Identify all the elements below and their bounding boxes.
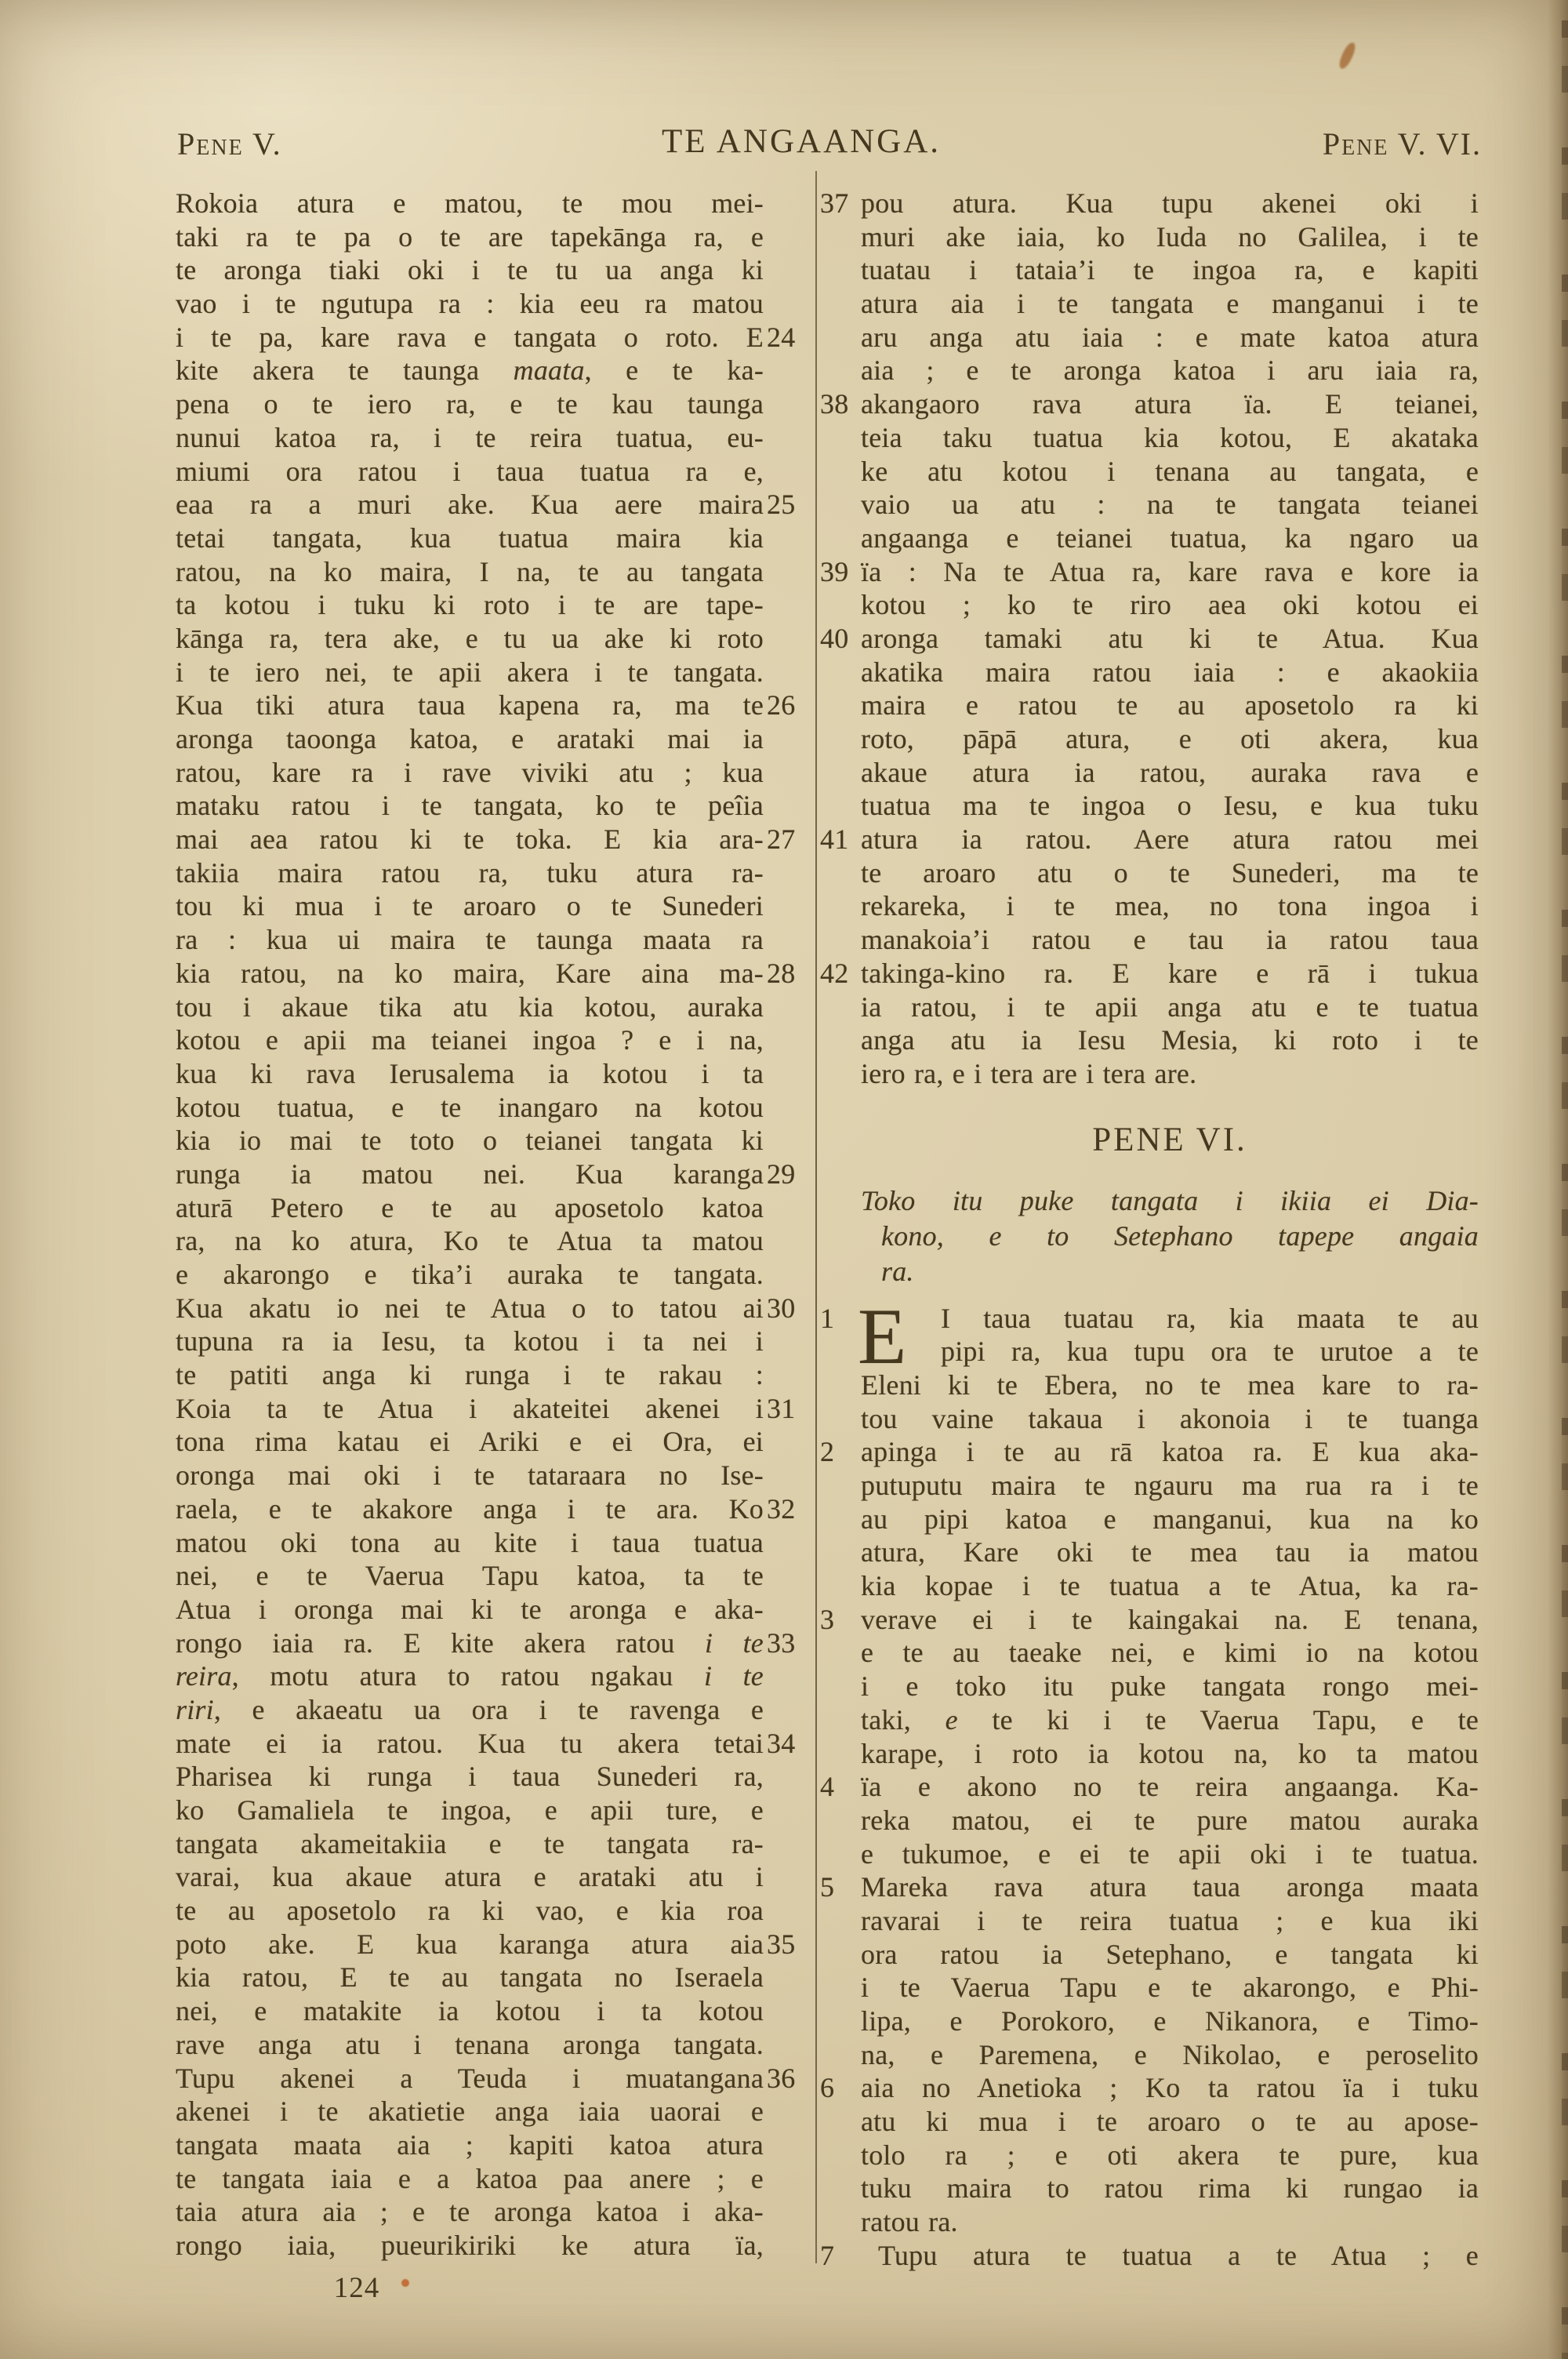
text-line: vao i te ngutupa ra : kia eeu ra matou (176, 288, 764, 320)
text-line: kite akera te taunga maata, e te ka- (176, 354, 764, 387)
text-line: matou oki tona au kite i taua tuatua (176, 1526, 764, 1558)
ink-dot-stain (401, 2279, 409, 2287)
running-head-right: Pene V. VI. (1322, 126, 1482, 162)
text-line: tou ki mua i te aroaro o te Sunederi (176, 890, 764, 922)
text-line: kānga ra, tera ake, e tu ua ake ki roto (176, 622, 764, 654)
verse-number: 36 (767, 2062, 796, 2094)
vertical-gap (861, 1289, 1479, 1302)
text-line: mate ei ia ratou. Kua tu akera tetai 34 (176, 1727, 764, 1761)
text-line: ra, na ko atura, Ko te Atua ta matou (176, 1225, 764, 1257)
text-line: te tangata iaia e a katoa paa anere ; e (176, 2162, 764, 2194)
text-line: e tukumoe, e ei te apii oki i te tuatua. (861, 1837, 1479, 1870)
text-line: maira e ratou te au aposetolo ra ki (861, 689, 1479, 722)
text-line: atu ki mua i te aroaro o te au apose- (861, 2106, 1479, 2138)
text-line: aronga taoonga katoa, e arataki mai ia (176, 723, 764, 754)
text-line: te aroaro atu o te Sunederi, ma te (861, 856, 1479, 889)
verse-number: 7 (820, 2239, 835, 2271)
text-line: pou atura. Kua tupu akenei oki i 37 (820, 187, 1479, 219)
text-line: ke atu kotou i tenana au tangata, e (861, 455, 1479, 487)
page-edge-marks (1562, 0, 1568, 2359)
verse-number: 4 (820, 1771, 835, 1803)
text-line: kono, e to Setephano tapepe angaia (881, 1219, 1479, 1252)
text-line: tangata maata aia ; kapiti katoa atura (176, 2128, 764, 2161)
text-line: ravarai i te reira tuatua ; e kua iki (861, 1904, 1479, 1936)
chapter-summary (861, 1183, 1479, 1289)
text-line: aturā Petero e te au aposetolo katoa (176, 1191, 764, 1223)
text-line: Kua akatu io nei te Atua o to tatou ai 30 (176, 1292, 764, 1325)
verse-number: 39 (820, 555, 849, 587)
text-line: miumi ora ratou i taua tuatua ra e, (176, 455, 764, 487)
verse-number: 5 (820, 1871, 835, 1903)
text-line: ta kotou i tuku ki roto i te are tape- (176, 589, 764, 621)
text-line: kia io mai te toto o teianei tangata ki (176, 1125, 764, 1157)
text-line: ra : kua ui maira te taunga maata ra (176, 924, 764, 956)
text-line: akenei i te akatietie anga iaia uaorai e (176, 2095, 764, 2128)
text-line: muri ake iaia, ko Iuda no Galilea, i te (861, 220, 1479, 253)
text-line: kia ratou, E te au tangata no Iseraela (176, 1961, 764, 1994)
text-line: mai aea ratou ki te toka. E kia ara- 27 (176, 823, 764, 856)
running-head-left: Pene V. (177, 126, 282, 162)
text-line: aronga tamaki atu ki te Atua. Kua 40 (820, 622, 1479, 654)
verse-number: 3 (820, 1603, 835, 1635)
text-line: pena o te iero ra, e te kau taunga (176, 388, 764, 420)
text-line: te aronga tiaki oki i te tu ua anga ki (176, 254, 764, 286)
text-line: akatika maira ratou iaia : e akaokiia (861, 656, 1479, 688)
text-line: ïa e akono no te reira angaanga. Ka- 4 (820, 1771, 1479, 1803)
text-line: ratou, kare ra i rave viviki atu ; kua (176, 756, 764, 788)
text-line: tuku maira to ratou rima ki rungao ia (861, 2172, 1479, 2205)
rust-stain (1337, 41, 1358, 71)
verse-number: 1 (820, 1302, 835, 1334)
text-line: rave anga atu i tenana aronga tangata. (176, 2028, 764, 2060)
text-line: verave ei i te kaingakai na. E tenana, 3 (820, 1603, 1479, 1635)
text-line: kotou ; ko te riro aea oki kotou ei (861, 589, 1479, 621)
text-line: atura aia i te tangata e manganui i te (861, 288, 1479, 320)
running-head (176, 125, 1482, 166)
text-line: angaanga e teianei tuatua, ka ngaro ua (861, 522, 1479, 554)
text-line: Tupu akenei a Teuda i muatangana 36 (176, 2062, 764, 2095)
verse-number: 41 (820, 823, 849, 856)
verse-number: 30 (767, 1292, 796, 1324)
text-line: tuatua ma te ingoa o Iesu, e kua tuku (861, 790, 1479, 822)
text-line: Toko itu puke tangata i ikiia ei Dia- (861, 1184, 1479, 1216)
text-line: anga atu ia Iesu Mesia, ki roto i te (861, 1024, 1479, 1056)
text-line: tetai tangata, kua tuatua maira kia (176, 522, 764, 554)
text-line: nei, e te Vaerua Tapu katoa, ta te (176, 1560, 764, 1592)
text-line: te au aposetolo ra ki vao, e kia roa (176, 1895, 764, 1927)
text-line: nei, e matakite ia kotou i ta kotou (176, 1995, 764, 2027)
text-line: Kua tiki atura taua kapena ra, ma te 26 (176, 689, 764, 722)
text-line: reira, motu atura to ratou ngakau i te (176, 1660, 764, 1692)
text-line: ratou ra. (861, 2206, 958, 2238)
column-divider-rule (815, 171, 817, 2263)
text-line: tupuna ra ia Iesu, ta kotou i ta nei i (176, 1325, 764, 1358)
text-line: taia atura aia ; e te aronga katoa i aka- (176, 2196, 764, 2228)
text-line: ia ratou, i te apii anga atu e te tuatua (861, 990, 1479, 1023)
verse-number: 28 (767, 957, 796, 989)
text-line: pipi ra, kua tupu ora te urutoe a te (941, 1336, 1479, 1368)
text-line: Rokoia atura e matou, te mou mei- (176, 187, 764, 219)
text-line: ora ratou ia Setephano, e tangata ki (861, 1938, 1479, 1970)
text-line: vaio ua atu : na te tangata teianei (861, 489, 1479, 521)
text-line: Tupu atura te tuatua a te Atua ; e 7 (820, 2239, 1479, 2271)
text-line: atura, Kare oki te mea tau ia matou (861, 1536, 1479, 1568)
text-line: E I taua tuatau ra, kia maata te au 1 (820, 1292, 1479, 1381)
verse-number: 6 (820, 2072, 835, 2104)
text-line: karape, i roto ia kotou na, ko ta matou (861, 1737, 1479, 1769)
text-line: ïa : Na te Atua ra, kare rava e kore ia 39 (820, 555, 1479, 587)
verse-number: 25 (767, 489, 796, 521)
text-line: Mareka rava atura taua aronga maata 5 (820, 1871, 1479, 1903)
text-line: taki ra te pa o te are tapekānga ra, e (176, 220, 764, 253)
text-line: nunui katoa ra, i te reira tuatua, eu- (176, 421, 764, 453)
text-line: aia no Anetioka ; Ko ta ratou ïa i tuku 6 (820, 2072, 1479, 2104)
text-line: poto ake. E kua karanga atura aia 35 (176, 1928, 764, 1961)
text-line: kotou e apii ma teianei ingoa ? e i na, (176, 1024, 764, 1056)
text-line: reka matou, ei te pure matou auraka (861, 1804, 1479, 1836)
verse-number: 29 (767, 1158, 796, 1190)
text-line: Eleni ki te Ebera, no te mea kare to ra- (861, 1369, 1479, 1401)
text-line: putuputu maira te ngauru ma rua ra i te (861, 1470, 1479, 1501)
text-line: i te iero nei, te apii akera i te tangata. (176, 656, 764, 688)
verse-number: 2 (820, 1436, 835, 1468)
verse-number: 31 (767, 1392, 796, 1424)
text-line: varai, kua akaue atura e arataki atu i (176, 1861, 764, 1893)
verse-number: 35 (767, 1928, 796, 1960)
text-line: tolo ra ; e oti akera te pure, kua (861, 2139, 1479, 2171)
text-line: tou vaine takaua i akonoia i te tuanga (861, 1402, 1479, 1434)
verse-number: 26 (767, 689, 796, 722)
verse-number: 40 (820, 622, 849, 654)
right-text-column (820, 187, 1479, 2273)
text-line: Pharisea ki runga i taua Sunederi ra, (176, 1761, 764, 1793)
text-line: ko Gamaliela te ingoa, e apii ture, e (176, 1794, 764, 1826)
text-line: takinga-kino ra. E kare e rā i tukua 42 (820, 957, 1479, 989)
text-line: tangata akameitakiia e te tangata ra- (176, 1827, 764, 1859)
verse-number: 38 (820, 388, 849, 420)
text-line: kia kopae i te tuatua a te Atua, ka ra- (861, 1570, 1479, 1602)
text-line: atura ia ratou. Aere atura ratou mei 41 (820, 823, 1479, 856)
chapter-heading: PENE VI. (1092, 1121, 1247, 1158)
text-line: Atua i oronga mai ki te aronga e aka- (176, 1593, 764, 1625)
text-line: apinga i te au rā katoa ra. E kua aka- 2 (820, 1436, 1479, 1468)
verse-number: 33 (767, 1627, 796, 1659)
verse-number: 42 (820, 957, 849, 989)
text-line: au pipi katoa e manganui, kua na ko (861, 1503, 1479, 1535)
text-line: oronga mai oki i te tataraara no Ise- (176, 1459, 764, 1492)
text-line: e te au taeake nei, e kimi io na kotou (861, 1637, 1479, 1669)
text-line: kua ki rava Ierusalema ia kotou i ta (176, 1057, 764, 1089)
text-line: tuatau i tataia’i te ingoa ra, e kapiti (861, 254, 1479, 286)
text-line: mataku ratou i te tangata, ko te peîia (176, 790, 764, 822)
text-line: tou i akaue tika atu kia kotou, auraka (176, 990, 764, 1023)
text-line: tona rima katau ei Ariki e ei Ora, ei (176, 1426, 764, 1458)
verse-number: 27 (767, 823, 796, 856)
verse-number: 24 (767, 321, 796, 353)
text-line: raela, e te akakore anga i te ara. Ko 32 (176, 1492, 764, 1526)
text-line: eaa ra a muri ake. Kua aere maira 25 (176, 488, 764, 522)
verse-number: 34 (767, 1727, 796, 1759)
text-line: teia taku tuatua kia kotou, E akataka (861, 421, 1479, 453)
text-line: ratou, na ko maira, I na, te au tangata (176, 555, 764, 587)
text-line: rekareka, i te mea, no tona ingoa i (861, 890, 1479, 922)
text-line: iero ra, e i tera are i tera are. (861, 1057, 1197, 1089)
text-line: rongo iaia ra. E kite akera ratou i te 33 (176, 1627, 764, 1660)
text-line: i e toko itu puke tangata rongo mei- (861, 1670, 1479, 1703)
text-line: kia ratou, na ko maira, Kare aina ma- 28 (176, 957, 764, 990)
text-line: aia ; e te aronga katoa i aru iaia ra, (861, 354, 1479, 387)
text-line: taki, e te ki i te Vaerua Tapu, e te (861, 1703, 1479, 1736)
text-line: te patiti anga ki runga i te rakau : (176, 1359, 764, 1391)
text-line: riri, e akaeatu ua ora i te ravenga e (176, 1693, 764, 1725)
text-line: kotou tuatua, e te inangaro na kotou (176, 1091, 764, 1123)
verse-number: 32 (767, 1492, 796, 1525)
page-number: 124 (333, 2272, 380, 2304)
text-line: runga ia matou nei. Kua karanga 29 (176, 1158, 764, 1191)
left-text-column (176, 187, 796, 2263)
text-line: na, e Paremena, e Nikolao, e peroselito (861, 2038, 1479, 2070)
text-line: i te Vaerua Tapu e te akarongo, e Phi- (861, 1972, 1479, 2004)
text-line: e akarongo e tika’i auraka te tangata. (176, 1259, 764, 1290)
text-line: roto, pāpā atura, e oti akera, kua (861, 723, 1479, 754)
text-line: takiia maira ratou ra, tuku atura ra- (176, 856, 764, 889)
verse-number: 37 (820, 187, 849, 219)
running-head-title: TE ANGAANGA. (661, 123, 942, 160)
text-line: ra. (881, 1255, 914, 1287)
drop-cap-initial: E (858, 1292, 907, 1381)
text-line: akangaoro rava atura ïa. E teianei, 38 (820, 388, 1479, 420)
text-line: i te pa, kare rava e tangata o roto. E 24 (176, 321, 764, 354)
text-line: akaue atura ia ratou, auraka rava e (861, 756, 1479, 788)
text-line: manakoia’i ratou e tau ia ratou taua (861, 924, 1479, 956)
text-line: lipa, e Porokoro, e Nikanora, e Timo- (861, 2005, 1479, 2037)
text-line: rongo iaia, pueurikiriki ke atura ïa, (176, 2229, 764, 2261)
text-line: Koia ta te Atua i akateitei akenei i 31 (176, 1392, 764, 1426)
text-line: aru anga atu iaia : e mate katoa atura (861, 321, 1479, 353)
